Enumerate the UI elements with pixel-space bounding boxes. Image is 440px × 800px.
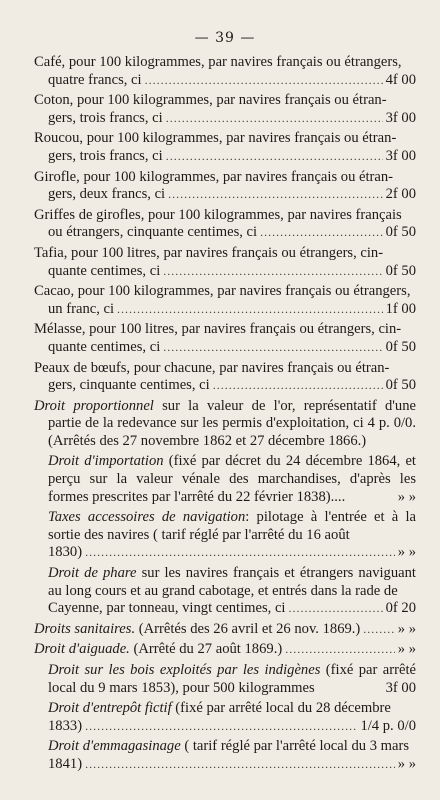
duty-entrepot	[34, 700, 416, 735]
duty-rate: 3f 00	[385, 679, 416, 696]
duty-title: Droit proportionnel	[34, 397, 154, 414]
duty-text: Cayenne, par tonneau, vingt centimes, ci	[48, 600, 286, 617]
duty-emmagasinage	[34, 738, 416, 773]
duty-rate: » »	[397, 620, 416, 637]
tariff-entry-peaux	[34, 360, 416, 395]
entry-line: Cacao, pour 100 kilogrammes, par navires français ou étrangers,	[34, 283, 411, 300]
duty-title: Droit d'aiguade.	[34, 641, 130, 658]
duty-text: (fixé par arrêté local du 9 mars 1853), pour 500 kilogrammes	[48, 662, 416, 696]
entry-rate: 2f 00	[385, 186, 416, 203]
duty-rate: » »	[397, 488, 416, 505]
entry-line: Griffes de girofles, pour 100 kilogrammes, par navires français	[34, 206, 402, 223]
duty-title: Droits sanitaires.	[34, 620, 136, 637]
duty-rate: » »	[397, 544, 416, 561]
entry-rate: 0f 50	[385, 377, 416, 394]
duty-title: Droit de phare	[48, 565, 137, 582]
entry-line: un franc, ci	[48, 300, 115, 317]
duty-proportionnel	[34, 398, 416, 451]
duty-text: : pilotage à l'entrée et à la sortie des navires ( tarif réglé par l'arrêté du 16 août	[48, 509, 416, 543]
entry-line: Café, pour 100 kilogrammes, par navires français ou étrangers,	[34, 54, 402, 70]
entry-line: ou étrangers, cinquante centimes, ci	[48, 224, 258, 241]
duty-text: 1841)	[48, 755, 83, 772]
tariff-entry-cafe	[34, 54, 416, 89]
duty-sanitaires	[34, 621, 416, 639]
duty-rate: 1/4 p. 0/0	[360, 717, 416, 734]
entry-line: Mélasse, pour 100 litres, par navires français ou étrangers, cin-	[34, 321, 402, 338]
duty-title: Droit d'importation	[48, 453, 164, 470]
tariff-entry-tafia	[34, 245, 416, 280]
entry-rate: 1f 00	[385, 300, 416, 317]
entry-rate: 4f 00	[385, 71, 416, 88]
duty-rate: » »	[397, 755, 416, 772]
duty-text: (Arrêtés des 26 avril et 26 nov. 1869.)	[135, 620, 361, 637]
tariff-entry-girofle	[34, 169, 416, 204]
entry-line: gers, cinquante centimes, ci	[48, 377, 210, 394]
duty-importation	[34, 453, 416, 506]
page-number: — 39 —	[194, 30, 256, 46]
entry-line: quante centimes, ci	[48, 338, 161, 355]
entry-line: Coton, pour 100 kilogrammes, par navires français ou étran-	[34, 92, 387, 109]
tariff-entry-coton	[34, 92, 416, 127]
duty-text: 1833)	[48, 717, 83, 734]
duty-text: sur la valeur de l'or, représentatif d'une partie de la redevance sur les permis d'exploitation, ci 4 p. 0/0. (Arrêtés des 27 novembre 1862 et 27 décembre 1866.)	[48, 397, 416, 449]
tariff-entry-roucou	[34, 130, 416, 165]
entry-line: Tafia, pour 100 litres, par navires français ou étrangers, cin-	[34, 244, 384, 261]
tariff-entry-melasse	[34, 321, 416, 356]
duty-title: Taxes accessoires de navigation	[48, 509, 246, 526]
duty-text: sur les navires français et étrangers naviguant au long cours et au grand cabotage, et entrés dans la rade de	[48, 565, 416, 599]
entry-line: Girofle, pour 100 kilogrammes, par navires français ou étran-	[34, 168, 394, 185]
entry-line: gers, deux francs, ci	[48, 186, 166, 203]
duty-rate: » »	[397, 641, 416, 658]
duty-title: Droit d'entrepôt fictif	[48, 700, 172, 717]
entry-line: quante centimes, ci	[48, 262, 161, 279]
duty-text: (fixé par décret du 24 décembre 1864, et perçu sur la valeur vénale des marchandises, d'après les formes prescrites par l'arrêté du 22 février 1838)....	[48, 453, 416, 505]
duty-title: Droit d'emmagasinage	[48, 738, 181, 755]
entry-rate: 0f 50	[385, 338, 416, 355]
duty-text: (fixé par arrêté local du 28 décembre	[171, 700, 391, 717]
entry-line: gers, trois francs, ci	[48, 147, 163, 164]
duty-text: 1830)	[48, 544, 83, 561]
entry-rate: 0f 50	[385, 224, 416, 241]
tariff-entry-griffes	[34, 207, 416, 242]
tariff-list	[34, 54, 416, 774]
entry-rate: 0f 50	[385, 262, 416, 279]
duty-text: (Arrêté du 27 août 1869.)	[129, 641, 283, 658]
duty-title: Droit sur les bois exploités par les indigènes	[48, 662, 321, 678]
tariff-entry-cacao	[34, 283, 416, 318]
duty-taxes-navigation	[34, 509, 416, 562]
entry-line: Roucou, pour 100 kilogrammes, par navires français ou étran-	[34, 130, 397, 147]
entry-line: quatre francs, ci	[48, 71, 142, 88]
duty-text: ( tarif réglé par l'arrêté local du 3 mars	[180, 738, 410, 755]
entry-rate: 3f 00	[385, 147, 416, 164]
entry-line: Peaux de bœufs, pour chacune, par navires français ou étran-	[34, 359, 390, 376]
duty-phare	[34, 565, 416, 618]
entry-line: gers, trois francs, ci	[48, 109, 163, 126]
duty-bois	[34, 662, 416, 697]
duty-aiguade	[34, 641, 416, 659]
duty-rate: 0f 20	[385, 600, 416, 617]
entry-rate: 3f 00	[385, 109, 416, 126]
